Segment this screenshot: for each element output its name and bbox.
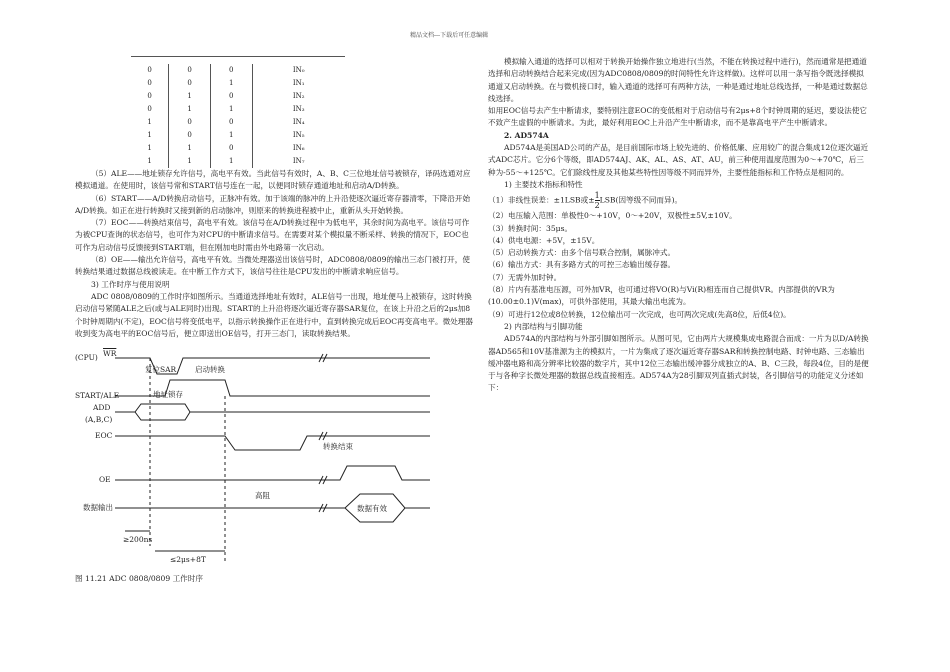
table-cell: 0 xyxy=(169,77,211,90)
table-cell: 0 xyxy=(169,64,211,77)
ad574a-heading: 2. AD574A xyxy=(504,130,549,140)
high-z-label: 高阻 xyxy=(255,491,270,501)
table-row xyxy=(131,155,345,168)
spec-1: （1）非线性误差：±1LSB或± $\frac{1}{2}$ LSB(因等级不同而异)。 xyxy=(488,191,683,211)
table-cell: 1 xyxy=(210,129,252,142)
specs-subheading: 1) 主要技术指标和特性 xyxy=(504,179,583,189)
table-row xyxy=(131,116,345,129)
table-cell: 0 xyxy=(147,79,152,88)
wr-label: $\overline{WR}$ xyxy=(103,349,117,359)
table-cell: 1 xyxy=(210,155,252,168)
spec-2: （2）电压输入范围：单极性0～+10V，0～+20V，双极性±5V,±10V。 xyxy=(488,211,737,221)
table-cell: IN₅ xyxy=(252,129,345,142)
structure-paragraph: AD574A的内部结构与外部引脚如图所示。从图可见，它由两片大规模集成电路混合而成：一片为以D/A转换器AD565和10V基准源为主的模拟片，一片为集成了逐次逼近寄存器SAR和转换控制电路、时钟电路、三态输出缓冲器电路和高分辨率比较器的数字片，其中12位三态输出缓冲器分成独立的A、B、C三段，每段4位，目的是便于与各种字长微处理器的数据总线直接相连。AD574A为28引脚双列直插式封装，各引脚信号的功能定义分述如下： xyxy=(488,334,869,393)
table-cell: 1 xyxy=(210,103,252,116)
table-row xyxy=(131,64,345,77)
ale-paragraph: （5）ALE——地址锁存允许信号，高电平有效。当此信号有效时，A、B、C三位地址信号被锁存，译码选通对应模拟通道。在使用时，该信号常和START信号连在一起，以便同时锁存通道地址和启动A/D转换。 xyxy=(75,169,471,191)
t200-label: ≥200ns xyxy=(123,535,153,545)
table-cell: IN₆ xyxy=(252,142,345,155)
eoc-label: EOC xyxy=(95,431,113,441)
oe-label: OE xyxy=(99,475,111,485)
structure-subheading: 2) 内部结构与引脚功能 xyxy=(504,321,583,331)
data-out-label: 数据输出 xyxy=(83,503,113,513)
figure-caption: 图 11.21 ADC 0808/0809 工作时序 xyxy=(75,574,203,584)
spec-3: （3）转换时间：35μs。 xyxy=(488,223,573,233)
right-column xyxy=(488,56,870,395)
table-cell: 1 xyxy=(147,144,152,153)
timing-paragraph: ADC 0808/0809的工作时序如图所示。当通道选择地址有效时，ALE信号一出现，地址便马上被锁存，这时转换启动信号紧随ALE之后(或与ALE同时)出现。START的上升沿将逐次逼近寄存器SAR复位，在该上升沿之后的2μs加8个时钟周期内(不定)，EOC信号将变低电平，以指示转换操作正在进行中，直到转换完成后EOC再变高电平。微处理器收到变为高电平的EOC信号后，便立即送出OE信号，打开三态门，读取转换结果。 xyxy=(75,291,473,338)
table-cell: 1 xyxy=(169,103,211,116)
reset-sar-label: 复位SAR xyxy=(145,365,177,375)
spec-7: （7）无需外加时钟。 xyxy=(488,272,562,282)
start-paragraph: （6）START——A/D转换启动信号，正脉冲有效。加于该端的脉冲的上升沿使逐次逼近寄存器清零，下降沿开始A/D转换。如正在进行转换时又接到新的启动脉冲，则原来的转换进程被中止，重新从头开始转换。 xyxy=(75,193,471,215)
timing-diagram xyxy=(75,346,475,571)
table-cell: 1 xyxy=(147,118,152,127)
table-cell: 1 xyxy=(210,77,252,90)
channel-select-paragraph: 模拟输入通道的选择可以相对于转换开始操作独立地进行(当然，不能在转换过程中进行)，然而通常是把通道选择和启动转换结合起来完成(因为ADC0808/0809的时间特性允许这样做)。这样可以用一条写指令既选择模拟通道又启动转换。在与微机接口时，输入通道的选择可有两种方法，一种是通过地址总线选择，一种是通过数据总线选择。 xyxy=(488,57,868,103)
table-cell: 0 xyxy=(147,105,152,114)
timing-subheading: 3) 工作时序与使用说明 xyxy=(91,279,170,289)
table-cell: 0 xyxy=(210,64,252,77)
table-cell: 0 xyxy=(147,66,152,75)
spec-6: （6）输出方式：具有多路方式的可控三态输出缓存器。 xyxy=(488,260,676,270)
data-valid-label: 数据有效 xyxy=(357,504,387,514)
table-cell: IN₀ xyxy=(252,64,345,77)
table-cell: 1 xyxy=(169,155,211,168)
table-row xyxy=(131,103,345,116)
spec-5: （5）启动转换方式：由多个信号联合控制，属脉冲式。 xyxy=(488,248,676,258)
eoc-paragraph: （7）EOC——转换结束信号，高电平有效。该信号在A/D转换过程中为低电平，其余时间为高电平。该信号可作为被CPU查询的状态信号，也可作为对CPU的中断请求信号。在需要对某个模拟量不断采样、转换的情况下，EOC也可作为启动信号反馈接到START端，但在刚加电时需由外电路第一次启动。 xyxy=(75,218,470,252)
table-cell: 0 xyxy=(147,92,152,101)
abc-label: (A,B,C) xyxy=(85,415,113,425)
start-ale-label: START/ALE xyxy=(75,391,120,401)
cpu-label: (CPU) xyxy=(75,353,98,363)
spec-4: （4）供电电源：+5V，±15V。 xyxy=(488,235,600,245)
table-cell: 0 xyxy=(210,116,252,129)
table-cell: IN₁ xyxy=(252,77,345,90)
channel-select-table xyxy=(131,56,345,168)
table-cell: 0 xyxy=(169,116,211,129)
spec-9: （9）可进行12位或8位转换，12位输出可一次完成，也可两次完成(先高8位，后低4位)。 xyxy=(488,309,791,319)
table-cell: 0 xyxy=(169,129,211,142)
t2us-label: ≤2μs+8T xyxy=(170,555,206,565)
table-cell: IN₄ xyxy=(252,116,345,129)
eoc-interrupt-paragraph: 如用EOC信号去产生中断请求，要特别注意EOC的变低相对于启动信号有2μs+8个时钟周期的延迟，要设法使它不致产生虚假的中断请求。为此，最好利用EOC上升沿产生中断请求，而不是靠高电平产生中断请求。 xyxy=(488,106,867,128)
page-header: 精品文档---下载后可任意编辑 xyxy=(410,32,489,39)
ad574a-intro: AD574A是美国AD公司的产品，是目前国际市场上较先进的、价格低廉、应用较广的混合集成12位逐次逼近式ADC芯片。它分6个等级，即AD574AJ、AK、AL、AS、AT、AU，前三种使用温度范围为0～+70℃，后三种为-55～+125℃。它们除线性度及其他某些特性因等级不同而异外，主要性能指标和工作特点是相同的。 xyxy=(488,143,869,177)
addr-latch-label: 地址锁存 xyxy=(153,390,183,400)
table-cell: 1 xyxy=(169,142,211,155)
table-cell: 1 xyxy=(147,157,152,166)
table-cell: IN₃ xyxy=(252,103,345,116)
table-cell: 0 xyxy=(210,142,252,155)
table-cell: IN₂ xyxy=(252,90,345,103)
oe-paragraph: （8）OE——输出允许信号，高电平有效。当微处理器送出该信号时，ADC0808/0809的输出三态门被打开，使转换结果通过数据总线被读走。在中断工作方式下，该信号往往是CPU发出的中断请求响应信号。 xyxy=(75,255,470,277)
table-row xyxy=(131,90,345,103)
add-label: ADD xyxy=(93,403,111,413)
table-row xyxy=(131,129,345,142)
start-conv-label: 启动转换 xyxy=(195,365,225,375)
table-cell: IN₇ xyxy=(252,155,345,168)
table-cell: 1 xyxy=(147,131,152,140)
table-cell: 0 xyxy=(210,90,252,103)
table-cell: 1 xyxy=(169,90,211,103)
spec-8: （8）片内有基准电压源，可外加VR，也可通过将VO(R)与Vi(R)相连而自己提供VR。内部提供的VR为(10.00±0.1)V(max)，可供外部使用，其最大输出电流为。 xyxy=(488,285,835,307)
half-fraction: $\frac{1}{2}$ xyxy=(594,191,600,211)
table-row xyxy=(131,142,345,155)
table-row xyxy=(131,77,345,90)
left-column xyxy=(75,56,475,585)
conv-end-label: 转换结束 xyxy=(323,442,353,452)
